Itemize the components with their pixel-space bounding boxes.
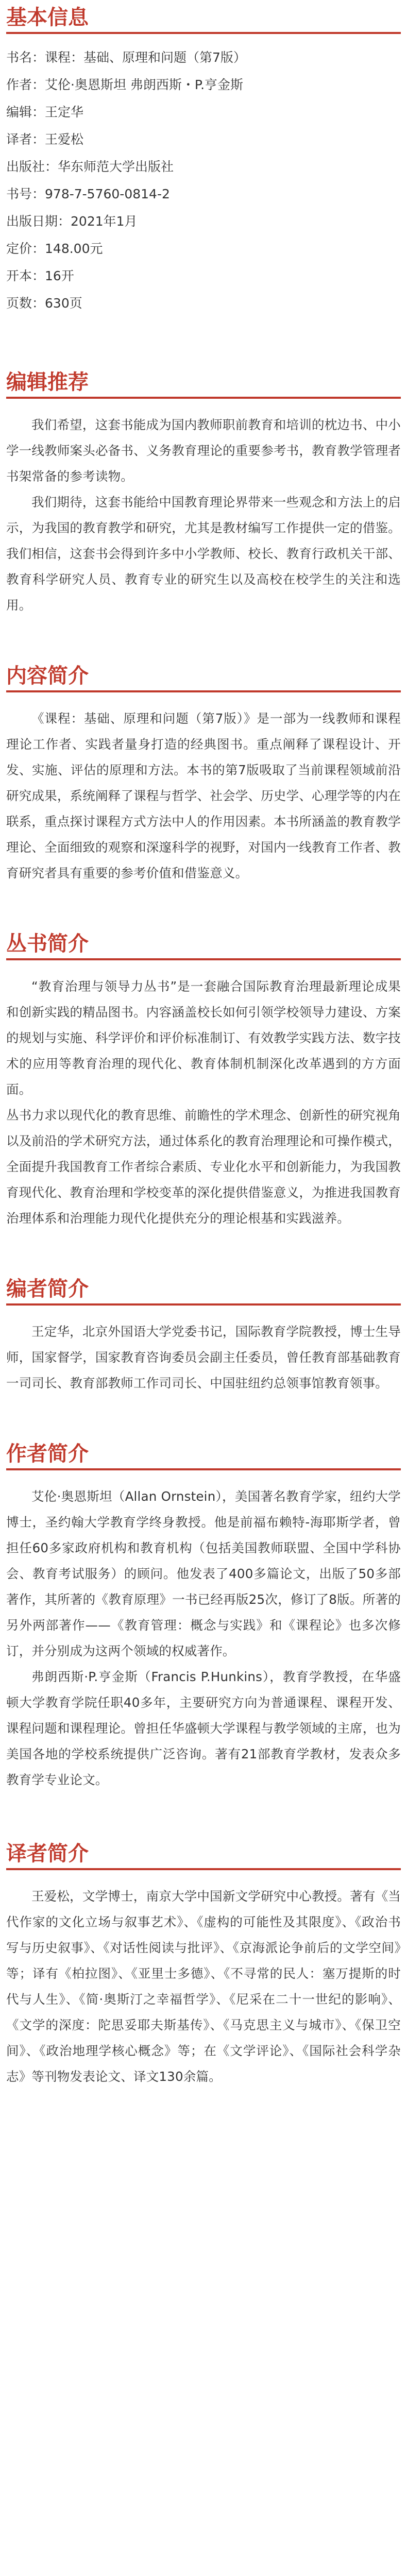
info-label: 作者： [6,77,45,92]
recommendation-title: 编辑推荐 [6,370,89,394]
author-title: 作者简介 [6,1442,89,1466]
info-value: 艾伦·奥恩斯坦 弗朗西斯・P.亨金斯 [45,77,244,92]
basic-info-title: 基本信息 [6,6,89,29]
author-paragraph: 弗朗西斯·P.亨金斯（Francis P.Hunkins），教育学教授，在华盛顿大学教育学院任职40多年，主要研究方向为普通课程、课程开发、课程问题和课程理论。曾担任华盛顿大学课程与教学领域的主席，也为美国各地的学校系统提供广泛咨询。著有21部教育学教材，发表众多教育学专业论文。 [6,1669,401,1787]
author-divider [6,1468,401,1470]
info-author [6,75,401,95]
series-divider [6,958,401,960]
info-label: 书号： [6,187,45,201]
info-label: 页数： [6,296,45,311]
info-publisher [6,157,401,177]
editor-paragraph: 王定华，北京外国语大学党委书记，国际教育学院教授，博士生导师，国家督学，国家教育咨询委员会副主任委员，曾任教育部基础教育一司司长、教育部教师工作司司长、中国驻纽约总领事馆教育领事。 [6,1324,401,1391]
series-section [6,929,401,1231]
spacer [6,618,401,662]
info-translator [6,129,401,150]
info-publish-date [6,211,401,232]
brief-title: 内容简介 [6,664,89,688]
spacer [6,1396,401,1439]
info-pages [6,293,401,314]
series-paragraph: “教育治理与领导力丛书”是一套融合国际教育治理最新理论成果和创新实践的精品图书。内容涵盖校长如何引领学校领导力建设、方案的规划与实施、科学评价和评价标准制订、有效教学实践方法、数字技术的应用等教育治理的现代化、教育体制机制深化改革遇到的方方面面。 [6,979,401,1097]
series-paragraph: 丛书力求以现代化的教育思维、前瞻性的学术理念、创新性的研究视角以及前沿的学术研究方法，通过体系化的教育治理理论和可操作模式，全面提升我国教育工作者综合素质、专业化水平和创新能力，为我国教育现代化、教育治理和学校变革的深化提供借鉴意义，为推进我国教育治理体系和治理能力现代化提供充分的理论根基和实践滋养。 [6,1108,401,1226]
basic-info-divider [6,32,401,34]
series-title: 丛书简介 [6,932,89,956]
info-label: 书名： [6,50,45,65]
info-value: 978-7-5760-0814-2 [45,187,170,201]
spacer [6,1231,401,1275]
info-label: 出版日期： [6,214,71,229]
info-label: 编辑： [6,105,45,120]
basic-info-section [6,3,401,314]
info-value: 课程：基础、原理和问题（第7版） [45,50,246,65]
info-title [6,47,401,68]
spacer [6,1793,401,1839]
info-format [6,266,401,286]
recommendation-paragraph: 我们期待，这套书能给中国教育理论界带来一些观念和方法上的启示，为我国的教育教学和研究，尤其是教材编写工作提供一定的借鉴。我们相信，这套书会得到许多中小学教师、校长、教育行政机关干部、教育科学研究人员、教育专业的研究生以及高校在校学生的关注和选用。 [6,495,401,613]
info-value: 2021年1月 [71,214,138,229]
translator-divider [6,1868,401,1870]
info-label: 开本： [6,268,45,283]
recommendation-divider [6,397,401,399]
basic-info-list [6,47,401,314]
brief-divider [6,690,401,692]
info-label: 译者： [6,132,45,147]
info-price [6,239,401,259]
info-value: 王定华 [45,105,84,120]
info-value: 王爱松 [45,132,84,147]
info-value: 16开 [45,268,74,283]
info-isbn [6,184,401,205]
translator-title: 译者简介 [6,1842,89,1866]
editor-section [6,1275,401,1396]
info-value: 华东师范大学出版社 [58,159,174,174]
author-section [6,1439,401,1793]
editor-title: 编者简介 [6,1277,89,1301]
translator-paragraph: 王爱松，文学博士，南京大学中国新文学研究中心教授。著有《当代作家的文化立场与叙事艺术》、《虚构的可能性及其限度》、《政治书写与历史叙事》、《对话性阅读与批评》、《京海派论争前后的文学空间》等；译有《柏拉图》、《亚里士多德》、《不寻常的民人：塞万提斯的时代与人生》、《简·奥斯汀之幸福哲学》、《尼采在二十一世纪的影响》、《文学的深度：陀思妥耶夫斯基传》、《马克思主义与城市》、《保卫空间》、《政治地理学核心概念》等；在《文学评论》、《国际社会科学杂志》等刊物发表论文、译文130余篇。 [6,1889,401,2084]
author-paragraph: 艾伦·奥恩斯坦（Allan Ornstein），美国著名教育学家，纽约大学博士，圣约翰大学教育学终身教授。他是前福布赖特-海耶斯学者，曾担任60多家政府机构和教育机构（包括美国教师联盟、全国中学科协会、教育考试服务）的顾问。他发表了400多篇论文，出版了50多部著作，其所著的《教育原理》一书已经再版25次，修订了8版。所著的另外两部著作——《教育管理：概念与实践》和《课程论》也多次修订，并分别成为这两个领域的权威著作。 [6,1489,401,1658]
brief-paragraph: 《课程：基础、原理和问题（第7版）》是一部为一线教师和课程理论工作者、实践者量身打造的经典图书。重点阐释了课程设计、开发、实施、评估的原理和方法。本书的第7版吸取了当前课程领域前沿研究成果，系统阐释了课程与哲学、社会学、历史学、心理学等的内在联系，重点探讨课程方式方法中人的作用因素。本书所涵盖的教育教学理论、全面细致的观察和深邃科学的视野，对国内一线教育工作者、教育研究者具有重要的参考价值和借鉴意义。 [6,711,401,880]
info-value: 148.00元 [45,241,103,256]
info-value: 630页 [45,296,82,311]
info-label: 定价： [6,241,45,256]
recommendation-section [6,368,401,618]
brief-section [6,662,401,886]
spacer [6,886,401,929]
spacer [6,320,401,368]
recommendation-paragraph: 我们希望，这套书能成为国内教师职前教育和培训的枕边书、中小学一线教师案头必备书、义务教育理论的重要参考书，教育教学管理者书架常备的参考读物。 [6,417,401,484]
editor-divider [6,1303,401,1306]
translator-section [6,1839,401,2090]
info-editor [6,102,401,123]
info-label: 出版社： [6,159,58,174]
